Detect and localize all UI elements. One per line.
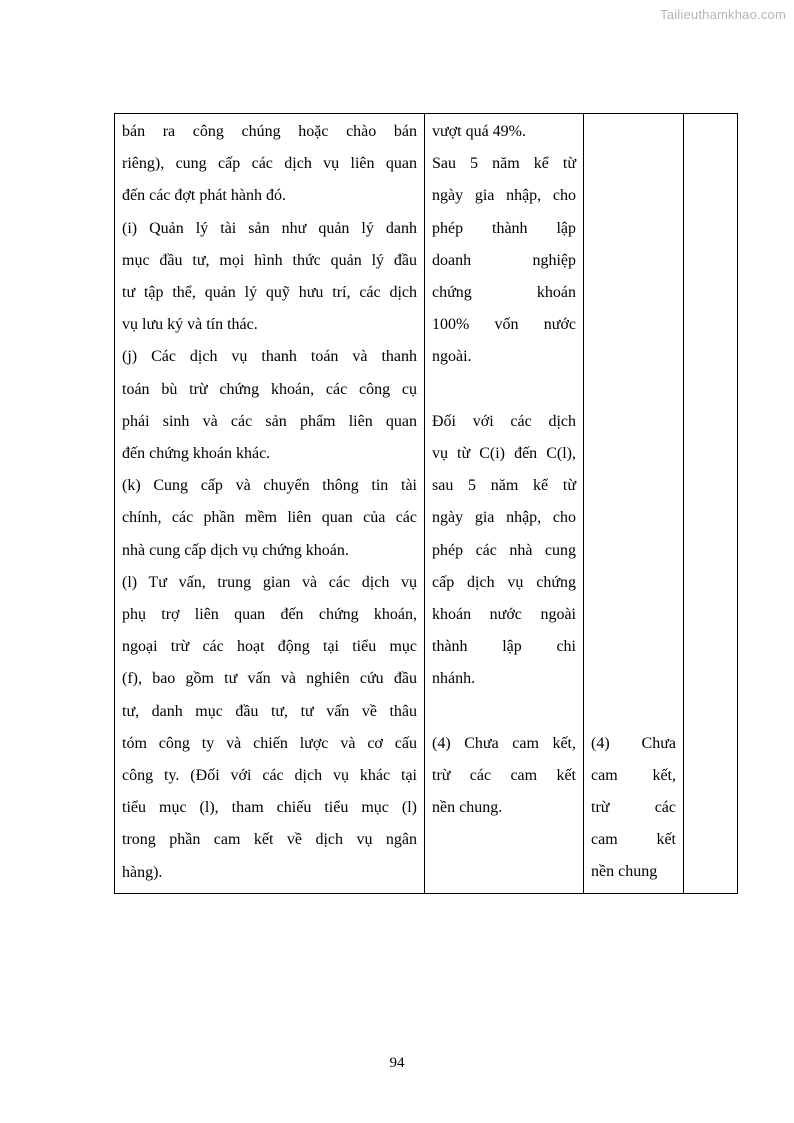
text-line: tiểu mục (l), tham chiếu tiểu mục (l): [122, 799, 417, 817]
commitment-table: [114, 113, 738, 894]
text-line: trừ các: [591, 798, 676, 816]
text-line: ngoài.: [432, 348, 472, 366]
text-line: nền chung.: [432, 799, 503, 817]
text-line: (4) Chưa: [591, 734, 676, 752]
text-line: phép thành lập: [432, 219, 576, 237]
text-line: cam kết: [591, 831, 676, 849]
text-line: đến chứng khoán khác.: [122, 445, 271, 463]
text-line: riêng), cung cấp các dịch vụ liên quan: [122, 155, 417, 173]
text-line: (j) Các dịch vụ thanh toán và thanh: [122, 348, 417, 366]
text-line: nền chung: [591, 863, 658, 881]
text-line: thành lập chi: [432, 638, 576, 656]
text-line: chứng khoán: [432, 284, 576, 302]
text-line: phép các nhà cung: [432, 541, 576, 559]
text-line: nhánh.: [432, 670, 476, 688]
text-line: 100% vốn nước: [432, 316, 576, 334]
text-line: bán ra công chúng hoặc chào bán: [122, 123, 417, 140]
text-line: vụ từ C(i) đến C(l),: [432, 445, 576, 463]
text-line: phụ trợ liên quan đến chứng khoán,: [122, 606, 417, 624]
text-line: vụ lưu ký và tín thác.: [122, 316, 258, 334]
text-line: ngày gia nhập, cho: [432, 509, 576, 527]
text-line: (f), bao gồm tư vấn và nghiên cứu đầu: [122, 670, 417, 688]
text-line: hàng).: [122, 863, 163, 881]
text-line: phái sinh và các sản phẩm liên quan: [122, 412, 417, 430]
text-line: vượt quá 49%.: [432, 123, 527, 140]
notes-cell: [684, 114, 738, 894]
text-line: chính, các phần mềm liên quan của các: [122, 509, 417, 527]
text-line: đến các đợt phát hành đó.: [122, 187, 286, 205]
text-line: cam kết,: [591, 766, 676, 784]
text-line: Sau 5 năm kể từ: [432, 155, 576, 173]
text-line: ngoại trừ các hoạt động tại tiểu mục: [122, 638, 417, 656]
text-line: trừ các cam kết: [432, 767, 576, 785]
text-line: trong phần cam kết về dịch vụ ngân: [122, 831, 417, 849]
page-number: 94: [389, 1055, 405, 1071]
text-line: (l) Tư vấn, trung gian và các dịch vụ: [122, 573, 417, 591]
text-line: sau 5 năm kể từ: [432, 477, 576, 495]
text-line: khoán nước ngoài: [432, 606, 576, 624]
text-line: (4) Chưa cam kết,: [432, 734, 576, 752]
text-line: (k) Cung cấp và chuyển thông tin tài: [122, 477, 417, 495]
text-line: tư, danh mục đầu tư, tư vấn về thâu: [122, 702, 417, 720]
national-treatment-cell: [584, 114, 684, 894]
text-line: toán bù trừ chứng khoán, các công cụ: [122, 380, 417, 398]
text-line: mục đầu tư, mọi hình thức quản lý đầu: [122, 251, 417, 269]
text-line: nhà cung cấp dịch vụ chứng khoán.: [122, 541, 349, 559]
watermark: Tailieuthamkhao.com: [660, 7, 786, 22]
text-line: ngày gia nhập, cho: [432, 187, 576, 205]
text-line: Đối với các dịch: [432, 412, 576, 430]
text-line: tóm công ty và chiến lược và cơ cấu: [122, 734, 417, 752]
text-line: doanh nghiệp: [432, 251, 576, 269]
market-access-cell: [425, 114, 584, 894]
sector-description-cell: [115, 114, 425, 894]
text-line: tư tập thể, quản lý quỹ hưu trí, các dịch: [122, 284, 417, 302]
paragraph-gap: [432, 696, 576, 728]
paragraph-gap: [432, 374, 576, 406]
text-line: (i) Quản lý tài sản như quản lý danh: [122, 219, 417, 237]
table-row: [115, 114, 738, 894]
text-line: công ty. (Đối với các dịch vụ khác tại: [122, 767, 417, 785]
text-line: cấp dịch vụ chứng: [432, 573, 576, 591]
